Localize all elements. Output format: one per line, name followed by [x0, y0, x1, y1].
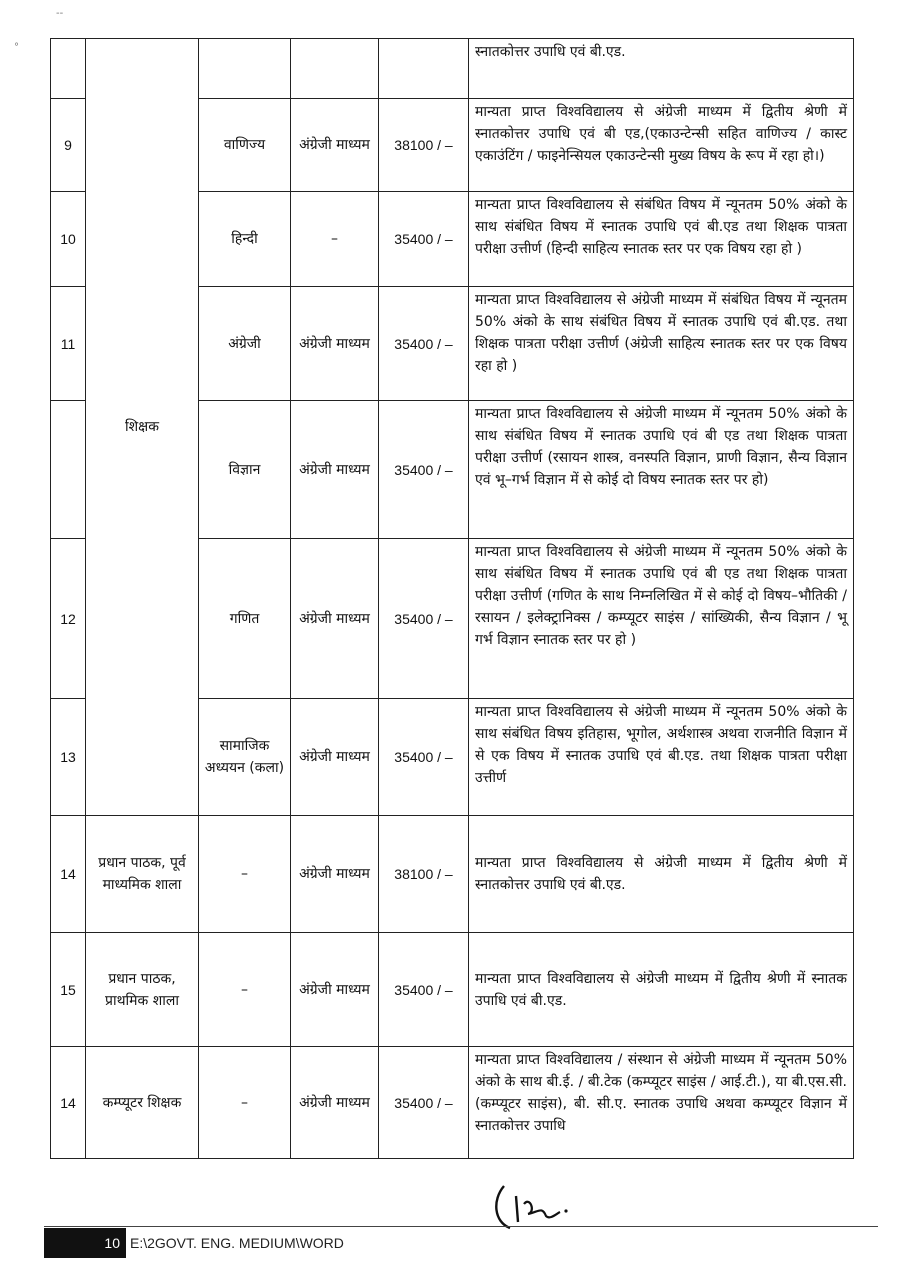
signature-icon [484, 1178, 594, 1233]
medium-cell: अंग्रेजी माध्यम [291, 816, 379, 933]
qualification-cell: मान्यता प्राप्त विश्वविद्यालय से अंग्रेजी माध्यम में संबंधित विषय में न्यूनतम 50% अंको के साथ संबंधित विषय में स्नातक उपाधि एवं बी.एड. तथा शिक्षक पात्रता परीक्षा उत्तीर्ण (अंग्रेजी साहित्य स्नातक स्तर पर एक विषय रहा हो ) [469, 287, 854, 401]
salary-cell: 35400 / – [379, 1047, 469, 1159]
page-number: 10 [44, 1228, 126, 1258]
table-row [51, 1047, 854, 1159]
subject-cell: सामाजिक अध्ययन (कला) [199, 699, 291, 816]
subject-cell: गणित [199, 539, 291, 699]
table-row [51, 816, 854, 933]
medium-cell: अंग्रेजी माध्यम [291, 933, 379, 1047]
serial-cell [51, 401, 86, 539]
salary-cell: 35400 / – [379, 287, 469, 401]
medium-cell: – [291, 192, 379, 287]
salary-cell: 35400 / – [379, 192, 469, 287]
qualification-cell: मान्यता प्राप्त विश्वविद्यालय से अंग्रेजी माध्यम में न्यूनतम 50% अंको के साथ संबंधित विषय में स्नातक उपाधि एवं बी एड तथा शिक्षक पात्रता परीक्षा उत्तीर्ण (रसायन शास्त्र, वनस्पति विज्ञान, प्राणी विज्ञान, सैन्य विज्ञान एवं भू–गर्भ विज्ञान में से कोई दो विषय स्नातक स्तर पर हो) [469, 401, 854, 539]
qualification-cell: मान्यता प्राप्त विश्वविद्यालय से अंग्रेजी माध्यम में द्वितीय श्रेणी में स्नातकोत्तर उपाधि एवं बी एड,(एकाउन्टेन्सी सहित वाणिज्य / कास्ट एकाउंटिंग / फाइनेन्सियल एकाउन्टेन्सी मुख्य विषय के रूप में रहा हो।) [469, 99, 854, 192]
serial-cell [51, 39, 86, 99]
subject-cell: – [199, 1047, 291, 1159]
serial-cell: 12 [51, 539, 86, 699]
salary-cell: 35400 / – [379, 699, 469, 816]
salary-cell: 35400 / – [379, 401, 469, 539]
salary-cell: 35400 / – [379, 539, 469, 699]
serial-cell: 11 [51, 287, 86, 401]
qualification-cell: मान्यता प्राप्त विश्वविद्यालय से अंग्रेजी माध्यम में न्यूनतम 50% अंको के साथ संबंधित विषय इतिहास, भूगोल, अर्थशास्त्र अथवा राजनीति विज्ञान में से एक विषय में स्नातक उपाधि एवं बी.एड. तथा शिक्षक पात्रता परीक्षा उत्तीर्ण [469, 699, 854, 816]
subject-cell: हिन्दी [199, 192, 291, 287]
medium-cell: अंग्रेजी माध्यम [291, 1047, 379, 1159]
serial-cell: 14 [51, 1047, 86, 1159]
medium-cell: अंग्रेजी माध्यम [291, 699, 379, 816]
salary-cell: 35400 / – [379, 933, 469, 1047]
file-path: E:\2GOVT. ENG. MEDIUM\WORD [130, 1235, 344, 1251]
post-cell: प्रधान पाठक, प्राथमिक शाला [86, 933, 199, 1047]
scan-mark-left: ° [14, 42, 19, 53]
table-row [51, 39, 854, 99]
subject-cell: अंग्रेजी [199, 287, 291, 401]
medium-cell: अंग्रेजी माध्यम [291, 401, 379, 539]
subject-cell: वाणिज्य [199, 99, 291, 192]
subject-cell: – [199, 816, 291, 933]
subject-cell: – [199, 933, 291, 1047]
medium-cell: अंग्रेजी माध्यम [291, 287, 379, 401]
medium-cell: अंग्रेजी माध्यम [291, 539, 379, 699]
salary-cell [379, 39, 469, 99]
footer-divider [44, 1226, 878, 1227]
table-row [51, 933, 854, 1047]
qualification-cell: मान्यता प्राप्त विश्वविद्यालय से संबंधित विषय में न्यूनतम 50% अंको के साथ संबंधित विषय में स्नातक उपाधि एवं बी.एड तथा शिक्षक पात्रता परीक्षा उत्तीर्ण (हिन्दी साहित्य स्नातक स्तर पर एक विषय रहा हो ) [469, 192, 854, 287]
post-cell: प्रधान पाठक, पूर्व माध्यमिक शाला [86, 816, 199, 933]
serial-cell: 9 [51, 99, 86, 192]
scan-mark-top: -- [56, 8, 64, 19]
serial-cell: 10 [51, 192, 86, 287]
salary-cell: 38100 / – [379, 816, 469, 933]
serial-cell: 14 [51, 816, 86, 933]
qualification-table [50, 38, 854, 1159]
serial-cell: 13 [51, 699, 86, 816]
qualification-cell: मान्यता प्राप्त विश्वविद्यालय से अंग्रेजी माध्यम में द्वितीय श्रेणी में स्नातकोत्तर उपाधि एवं बी.एड. [469, 816, 854, 933]
serial-cell: 15 [51, 933, 86, 1047]
qualification-cell: मान्यता प्राप्त विश्वविद्यालय से अंग्रेजी माध्यम में न्यूनतम 50% अंको के साथ संबंधित विषय में स्नातक उपाधि एवं बी एड तथा शिक्षक पात्रता परीक्षा उत्तीर्ण (गणित के साथ निम्नलिखित में से कोई दो विषय–भौतिकी / रसायन / इलेक्ट्रानिक्स / कम्प्यूटर साइंस / सांख्यिकी, सैन्य विज्ञान / भू गर्भ विज्ञान स्नातक स्तर पर हो ) [469, 539, 854, 699]
subject-cell [199, 39, 291, 99]
subject-cell: विज्ञान [199, 401, 291, 539]
qualification-cell: मान्यता प्राप्त विश्वविद्यालय से अंग्रेजी माध्यम में द्वितीय श्रेणी में स्नातक उपाधि एवं बी.एड. [469, 933, 854, 1047]
qualification-cell: मान्यता प्राप्त विश्वविद्यालय / संस्थान से अंग्रेजी माध्यम में न्यूनतम 50% अंको के साथ बी.ई. / बी.टेक (कम्प्यूटर साइंस / आई.टी.), या बी.एस.सी.(कम्प्यूटर साइंस), बी. सी.ए. स्नातक उपाधि अथवा कम्प्यूटर विज्ञान में स्नातकोत्तर उपाधि [469, 1047, 854, 1159]
salary-cell: 38100 / – [379, 99, 469, 192]
post-cell: कम्प्यूटर शिक्षक [86, 1047, 199, 1159]
qualification-cell: स्नातकोत्तर उपाधि एवं बी.एड. [469, 39, 854, 99]
medium-cell [291, 39, 379, 99]
post-cell-teacher: शिक्षक [86, 39, 199, 816]
medium-cell: अंग्रेजी माध्यम [291, 99, 379, 192]
